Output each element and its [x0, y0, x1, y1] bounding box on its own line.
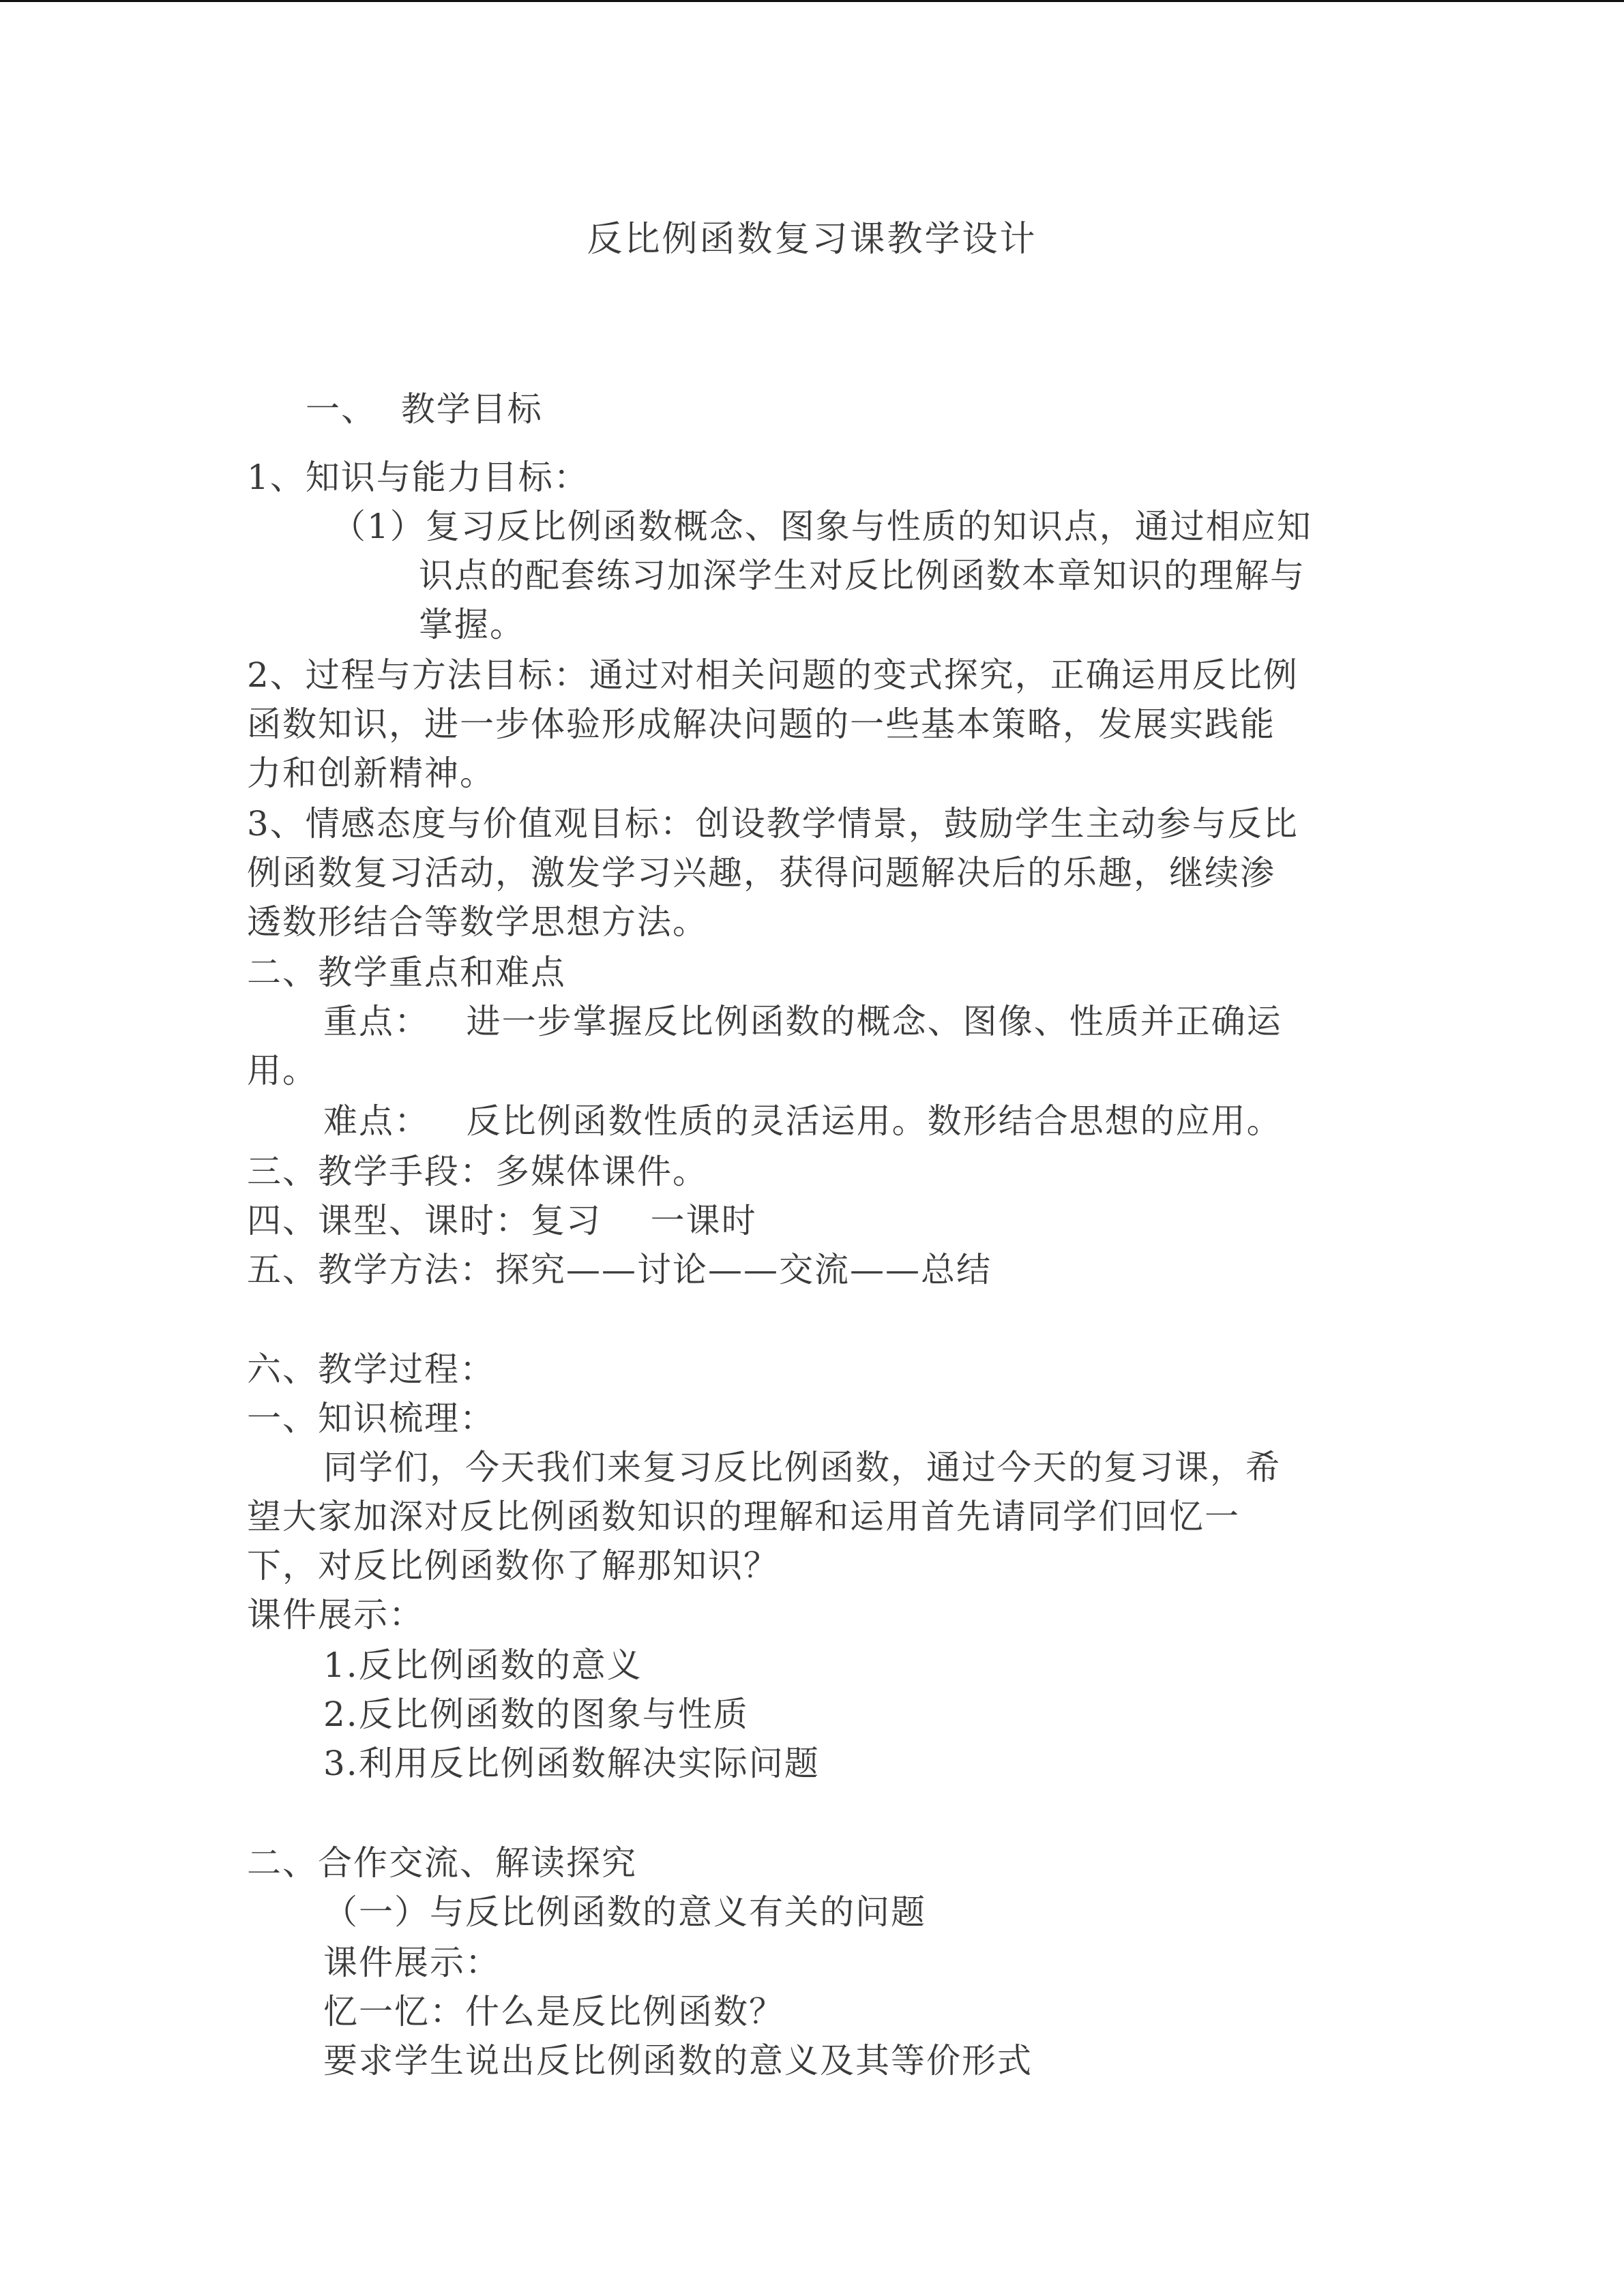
section-heading-teaching-process: 六、教学过程：: [247, 1350, 495, 1389]
section-teaching-means: 三、教学手段：多媒体课件。: [247, 1152, 708, 1191]
goal-process-line: 力和创新精神。: [247, 754, 495, 793]
key-point-line: 重点： 进一步掌握反比例函数的概念、图像、性质并正确运: [323, 1002, 1282, 1041]
goal-attitude-line: 3、情感态度与价值观目标：创设教学情景，鼓励学生主动参与反比: [247, 804, 1299, 844]
goal-knowledge-item-line: 掌握。: [419, 605, 525, 644]
difficulty-line: 难点： 反比例函数性质的灵活运用。数形结合思想的应用。: [323, 1101, 1282, 1141]
list-item: 3.利用反比例函数解决实际问题: [323, 1744, 820, 1783]
paragraph-line: 同学们，今天我们来复习反比例函数，通过今天的复习课，希: [323, 1448, 1281, 1487]
requirement-line: 要求学生说出反比例函数的意义及其等价形式: [323, 2041, 1033, 2081]
paragraph-line: 望大家加深对反比例函数知识的理解和运用首先请同学们回忆一: [247, 1497, 1240, 1536]
courseware-label: 课件展示：: [323, 1943, 501, 1982]
goal-process-line: 函数知识，进一步体验形成解决问题的一些基本策略，发展实践能: [247, 704, 1275, 744]
section-heading-teaching-goals: 一、 教学目标: [306, 389, 543, 429]
list-item: 2.反比例函数的图象与性质: [323, 1695, 749, 1734]
recall-question: 忆一忆：什么是反比例函数？: [323, 1992, 784, 2031]
list-item: 1.反比例函数的意义: [323, 1645, 643, 1685]
section-heading-key-points: 二、教学重点和难点: [247, 953, 566, 992]
goal-knowledge-item-line: （1）复习反比例函数概念、图象与性质的知识点，通过相应知: [331, 507, 1312, 546]
goal-knowledge-heading: 1、知识与能力目标：: [247, 458, 589, 497]
goal-attitude-line: 透数形结合等数学思想方法。: [247, 902, 708, 942]
section-teaching-method: 五、教学方法：探究——讨论——交流——总结: [247, 1250, 992, 1289]
cooperation-heading: 二、合作交流、解读探究: [247, 1843, 637, 1883]
goal-process-line: 2、过程与方法目标：通过对相关问题的变式探究，正确运用反比例: [247, 655, 1299, 695]
goal-attitude-line: 例函数复习活动，激发学习兴趣，获得问题解决后的乐趣，继续渗: [247, 853, 1275, 893]
goal-knowledge-item-line: 识点的配套练习加深学生对反比例函数本章知识的理解与: [419, 556, 1305, 595]
document-title: 反比例函数复习课教学设计: [587, 219, 1037, 260]
subsection-heading: （一）与反比例函数的意义有关的问题: [323, 1892, 926, 1932]
key-point-line: 用。: [247, 1051, 318, 1090]
courseware-label: 课件展示：: [247, 1595, 424, 1635]
paragraph-line: 下，对反比例函数你了解那知识？: [247, 1546, 779, 1585]
section-lesson-type: 四、课型、课时：复习 一课时: [247, 1201, 757, 1240]
knowledge-review-heading: 一、知识梳理：: [247, 1399, 495, 1438]
